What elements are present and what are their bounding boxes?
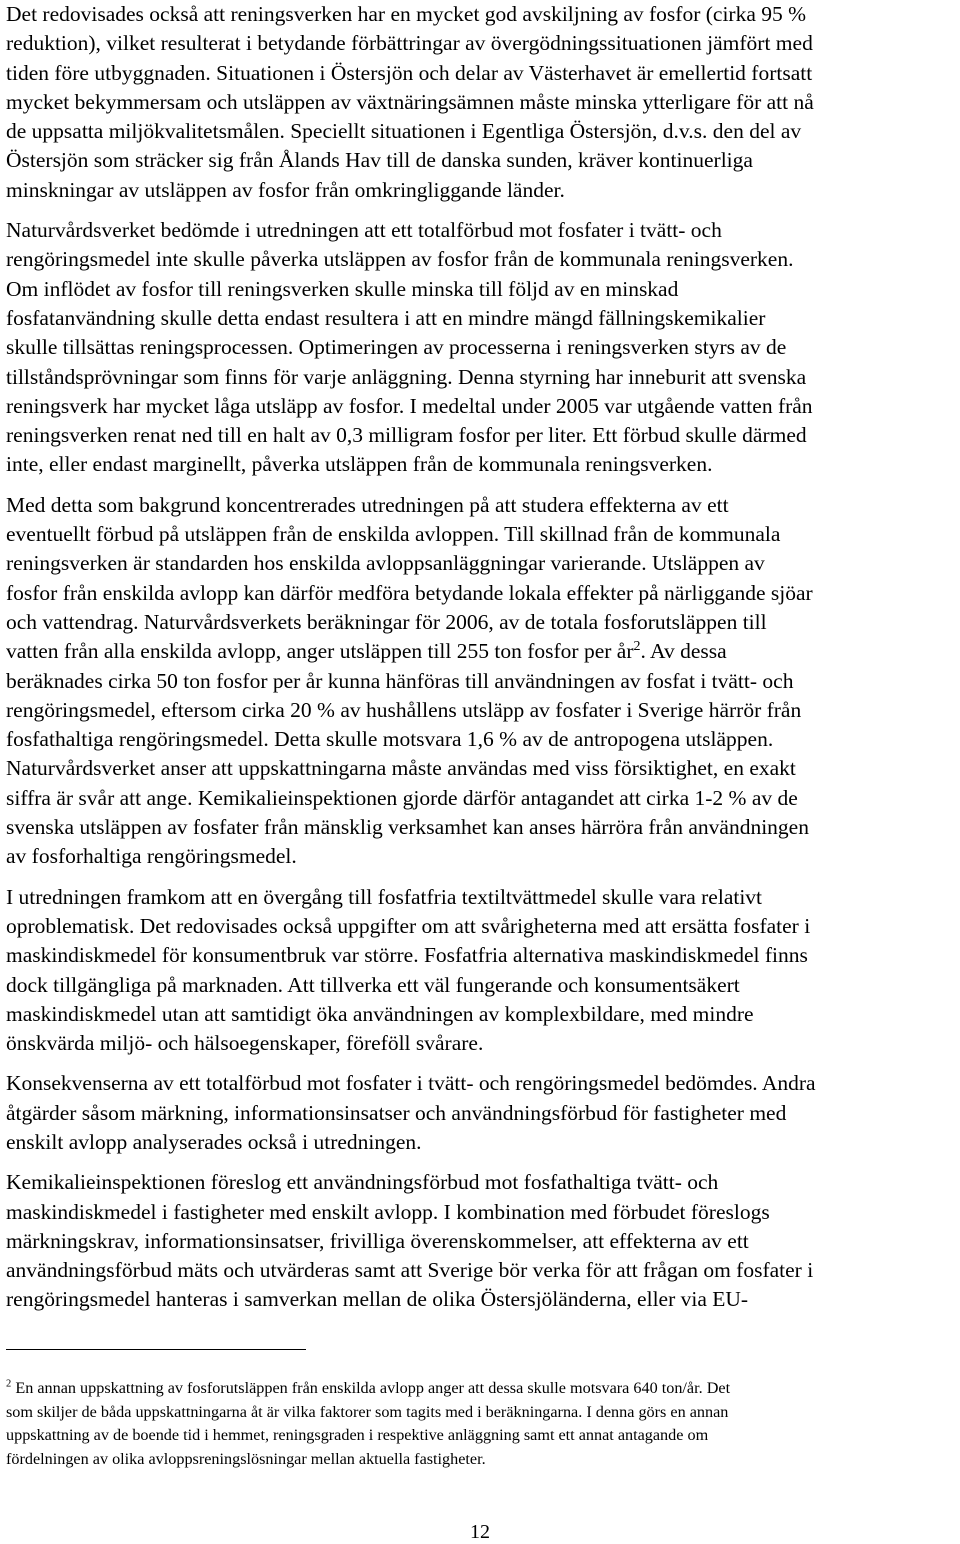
paragraph-5: Konsekvenserna av ett totalförbud mot fosfater i tvätt- och rengöringsmedel bedömdes. Andra åtgärder såsom märkning, informationsinsatser och användningsförbud för fastigheter med enskilt avlopp analyserades också i utredningen.: [6, 1071, 816, 1154]
paragraph-1: Det redovisades också att reningsverken har en mycket god avskiljning av fosfor (cirka 95 % reduktion), vilket resulterat i betydande förbättringar av övergödningssituationen jämfört med tiden före utbyggnaden. Situationen i Östersjön och delar av Västerhavet är emellertid fortsatt mycket bekymmersam och utsläppen av växtnäringsämnen måste minska ytterligare för att nå de uppsatta miljökvalitetsmålen. Speciellt situationen i Egentliga Östersjön, d.v.s. den del av Östersjön som sträcker sig från Ålands Hav till de danska sunden, kräver kontinuerliga minskningar av utsläppen av fosfor från omkringliggande länder.: [6, 2, 814, 202]
paragraph-3: [6, 491, 956, 872]
paragraph-6: Kemikalieinspektionen föreslog ett användningsförbud mot fosfathaltiga tvätt- och maskindiskmedel i fastigheter med enskilt avlopp. I kombination med förbudet föreslogs märkningskrav, informationsinsatser, frivilliga överenskommelser, att effekterna av ett användningsförbud mäts och utvärderas samt att Sverige bör verka för att frågan om fosfater i rengöringsmedel hanteras i samverkan mellan de olika Östersjöländerna, eller via EU-: [6, 1170, 814, 1312]
footnote-separator: [6, 1349, 306, 1350]
paragraph-2: Naturvårdsverket bedömde i utredningen att ett totalförbud mot fosfater i tvätt- och rengöringsmedel inte skulle påverka utsläppen av fosfor från de kommunala reningsverken. Om inflödet av fosfor till reningsverken skulle minska till följd av en minskad fosfatanvändning skulle detta endast resultera i att en mindre mängd fällningskemikalier skulle tillsättas reningsprocessen. Optimeringen av processerna i reningsverken styrs av de tillståndsprövningar som finns för varje anläggning. Denna styrning har inneburit att svenska reningsverk har mycket låga utsläpp av fosfor. I medeltal under 2005 var utgående vatten från reningsverken renat ned till en halt av 0,3 milligram fosfor per liter. Ett förbud skulle därmed inte, eller endast marginellt, påverka utsläppen från de kommunala reningsverken.: [6, 218, 813, 477]
paragraph-3-text-after-footnote: . Av dessa beräknades cirka 50 ton fosfor per år kunna hänföras till användningen av fosfat i tvätt- och rengöringsmedel, eftersom cirka 20 % av hushållens utsläpp av fosfater i Sverige härrör från fosfathaltiga rengöringsmedel. Detta skulle motsvara 1,6 % av de antropogena utsläppen. Naturvårdsverket anser att uppskattningarna måste användas med viss försiktighet, en exakt siffra är svår att ange. Kemikalieinspektionen gjorde därför antagandet att cirka 1-2 % av de svenska utsläppen av fosfater från mänsklig verksamhet kan anses härröra från användningen av fosforhaltiga rengöringsmedel.: [6, 639, 809, 869]
footnote-marker: 2: [6, 1378, 12, 1390]
document-page: [6, 0, 956, 1326]
footnote-reference[interactable]: 2: [633, 639, 641, 655]
footnote-text: En annan uppskattning av fosforutsläppen från enskilda avlopp anger att dessa skulle motsvara 640 ton/år. Det som skiljer de båda uppskattningarna åt är vilka faktorer som tagits med i beräkningarna. I denna görs en annan uppskattning av de boende tid i hemmet, reningsgraden i respektive anläggning samt ett annat antagande om fördelningen av olika avloppsreningslösningar mellan aktuella fastigheter.: [6, 1379, 731, 1468]
paragraph-3-text-before-footnote: Med detta som bakgrund koncentrerades utredningen på att studera effekterna av ett eventuellt förbud på utsläppen från de enskilda avloppen. Till skillnad från de kommunala reningsverken är standarden hos enskilda avloppsanläggningar varierande. Utsläppen av fosfor från enskilda avlopp kan därför medföra betydande lokala effekter på närliggande sjöar och vattendrag. Naturvårdsverkets beräkningar för 2006, av de totala fosforutsläppen till vatten från alla enskilda avlopp, anger utsläppen till 255 ton fosfor per år: [6, 492, 813, 664]
footnote: [6, 1377, 951, 1471]
page-number: 12: [470, 1521, 490, 1543]
paragraph-4: I utredningen framkom att en övergång till fosfatfria textiltvättmedel skulle vara relativt oproblematisk. Det redovisades också uppgifter om att svårigheterna med att ersätta fosfater i maskindiskmedel för konsumentbruk var större. Fosfatfria alternativa maskindiskmedel finns dock tillgängliga på marknaden. Att tillverka ett väl fungerande och konsumentsäkert maskindiskmedel utan att samtidigt öka användningen av komplexbildare, med mindre önskvärda miljö- och hälsoegenskaper, föreföll svårare.: [6, 884, 811, 1056]
